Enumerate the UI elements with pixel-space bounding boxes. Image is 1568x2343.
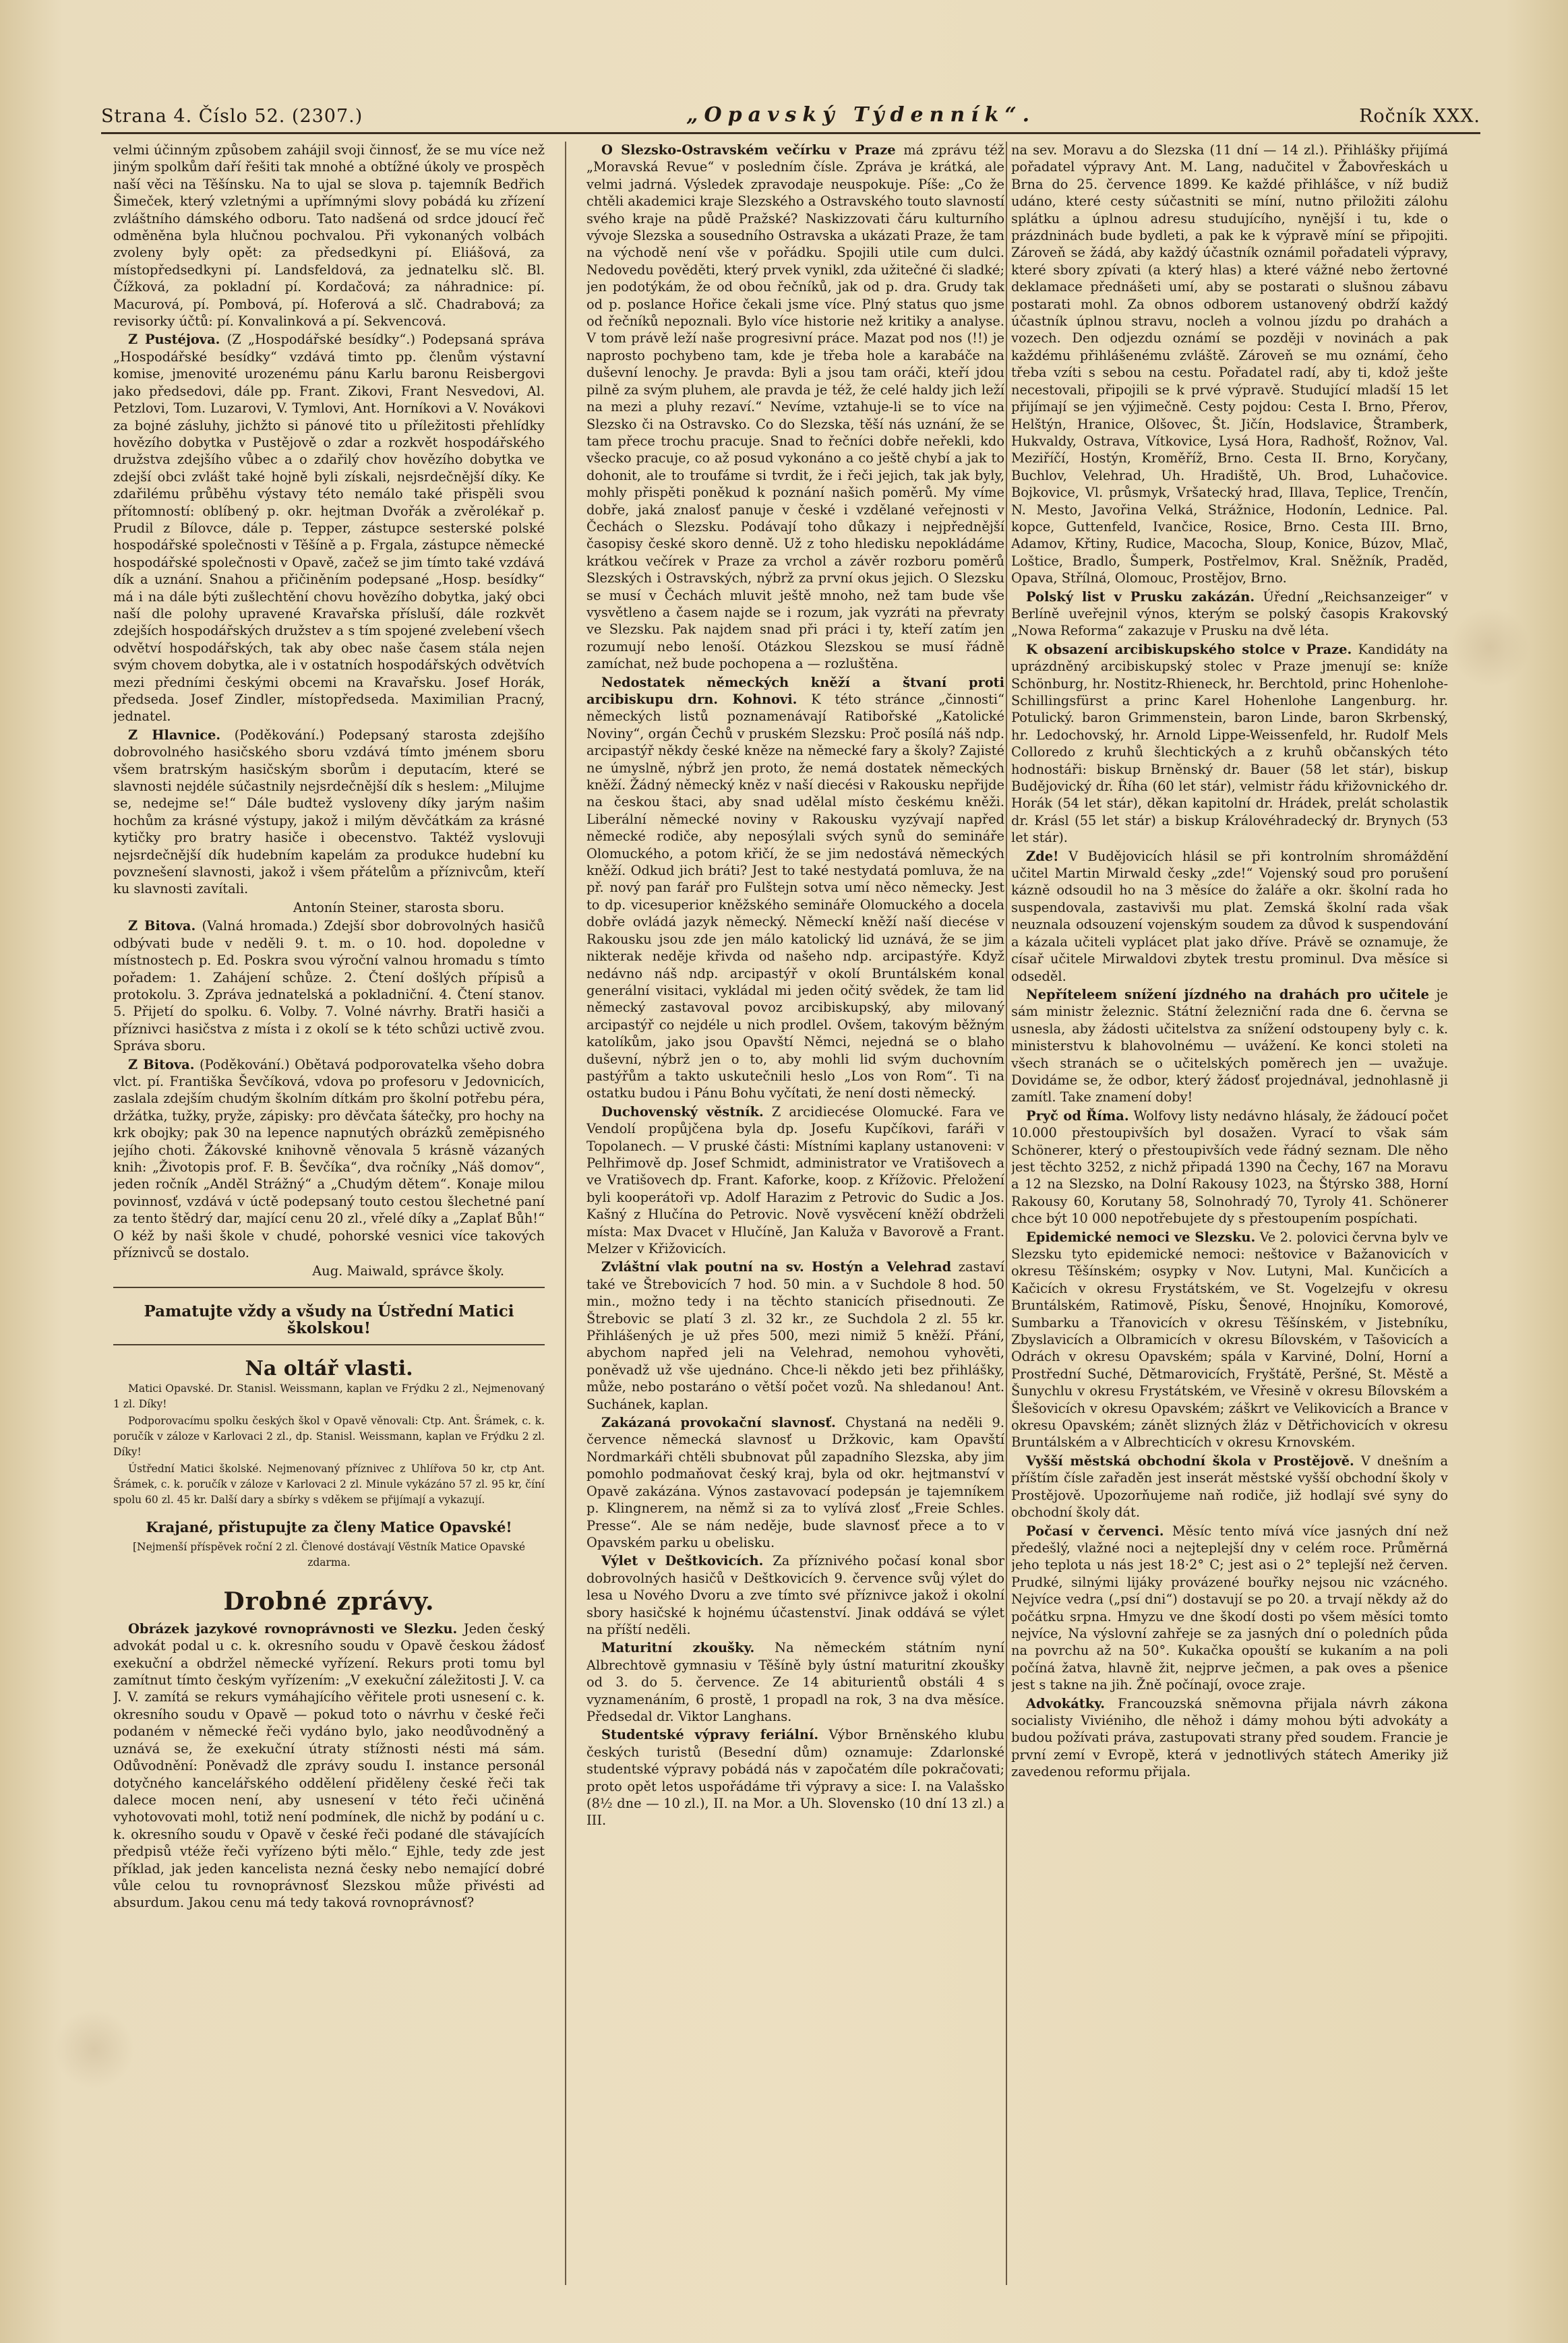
- article-paragraph: [113, 1620, 545, 1912]
- article-title: Studentské výpravy feriální.: [601, 1727, 819, 1743]
- article-text: V dnešním a příštím čísle zařaděn jest inserát městské vyšší obchodní školy v Prostějově. Upozorňujeme naň rodiče, již hodlají své syny do obchodní školy dát.: [1011, 1453, 1448, 1521]
- masthead-title: „Opavský Týdenník“.: [686, 103, 1036, 127]
- article-paragraph: [586, 1726, 1004, 1829]
- article-title: Zakázaná provokační slavnosť.: [601, 1415, 836, 1431]
- article-text: K této stránce „činnosti“ německých listů poznamenávají Ratibořské „Katolické Noviny“, orgán Čechů v pruském Slezsku: Proč posílá náš ndp. arcipastýř někdy české kněze na německé fary a školy? Zajisté ne úmyslně, nýbrž jen proto, že nemá dostatek německých kněží. Žádný německý kněz v naší diecési v Rakousku nepřijde na českou štaci, aby snad udělal místo českému kněži. Liberální německé noviny v Rakousku vyzývají napřed německé rodiče, aby neposýlali svých synů do semináře Olomuckého, a potom křičí, že se jim nedostává německých kněží. Odkud jich bráti? Jest to také nestydatá pomluva, že na př. nový pan farář pro Fulštejn sotva umí něco německy. Jest to dp. vicesuperior kněžského semináře Olomuckého a docela dobře ovládá jazyk německý. Německí kněží naší diecése v Rakousku jsou zde jen málo katolický lid uznává, že se jim nikterak neděje křivda od našeho ndp. arcipastýře. Když nedávno náš ndp. arcipastýř v okolí Bruntálském konal generální visitaci, vykládal mi jeden očitý svědek, že tam lid německý zastavoval povoz arcibiskupský, aby milovaný arcipastýř co nejdéle u nich prodlel. Ovšem, takovým běžným katolíkům, jako jsou Opavští Němci, nejedná se o blaho duševní, nýbrž jen o to, aby mohli lid svým duchovním pastýřům a takto uskutečnili heslo „Los von Rom“. Ti na ostatku budou i Pánu Bohu vyčítati, že není dosti německý.: [586, 692, 1004, 1101]
- separator-rule: [113, 1344, 545, 1345]
- article-title: Z Bitova.: [128, 1056, 195, 1072]
- article-title: K obsazení arcibiskupského stolce v Praze.: [1026, 641, 1352, 657]
- article-paragraph: [113, 727, 545, 898]
- article-title: Epidemické nemoci ve Slezsku.: [1026, 1229, 1256, 1245]
- article-title: Obrázek jazykové rovnoprávnosti ve Slezku.: [128, 1620, 458, 1637]
- article-paragraph: velmi účinným způsobem zahájil svoji činnosť, že se mu více než jiným spolkům daří řešiti tak mnohé a obtížné úkoly ve prospěch naší věci na Těšínsku. Na to ujal se slova p. tajemník Bedřich Šimeček, který vzletnými a upřímnými slovy pobádá ku zřízení zvláštního dámského odboru. Tato nadšená od srdce jdoucí řeč odměněna byla hlučnou pochvalou. Při vykonaných volbách zvoleny byly opět: za předsedkyni pí. Eliášová, za místopředsedkyni pí. Landsfeldová, za jednatelku slč. Bl. Čížková, za pokladní pí. Kordačová; za náhradnice: pí. Macurová, pí. Pombová, pí. Hoferová a slč. Chadrabová; za revisorky účtů: pí. Konvalinková a pí. Sekvencová.: [113, 142, 545, 330]
- article-paragraph: [1011, 1695, 1448, 1781]
- article-paragraph: [113, 331, 545, 725]
- article-title: Z Hlavnice.: [128, 727, 221, 743]
- article-paragraph: na sev. Moravu a do Slezska (11 dní — 14 zl.). Přihlášky přijímá pořadatel výpravy Ant. M. Lang, nadučitel v Žabovřeskách u Brna do 25. července 1899. Ke každé přihlášce, v níž budiž udáno, které cesty súčastniti se míní, nutno přiložiti zálohu splátku a úplnou adresu studujícího, nynější i tu, kde o prázdninách bude bydleti, a pak ke k výpravě míní se připojiti. Zároveň se žádá, aby každý účastník oznámil pořadateli výpravy, které sbory zpívati (a který hlas) a které vážné nebo žertovné deklamace přednášeti umí, aby se postarati o slušnou zábavu postarati mohl. Za obnos odborem ustanovený obdrží každý účastník úplnou stravu, nocleh a volnou jízdu po drahách a vozech. Den odjezdu oznámí se později v novinách a pak každému přihlášenému zvláště. Zároveň se mu oznámí, čeho třeba vzíti s sebou na cestu. Pořadatel radí, aby ti, kdož ješte necestovali, připojili se k prvé výpravě. Studující mladší 15 let přijímají se jen výjimečně. Cesty pojdou: Cesta I. Brno, Přerov, Helštýn, Hranice, Olšovec, Št. Jičín, Hodslavice, Štramberk, Hukvaldy, Ostrava, Vítkovice, Lysá Hora, Radhošť, Rožnov, Val. Meziříčí, Hostýn, Kroměříž, Brno. Cesta II. Brno, Koryčany, Buchlov, Velehrad, Uh. Hradiště, Uh. Brod, Luhačovice. Bojkovice, Vl. průsmyk, Vršatecký hrad, Illava, Teplice, Trenčín, N. Mesto, Javořina Velká, Strážnice, Hodonín, Lednice. Pal. kopce, Guttenfeld, Ivančice, Rosice, Brno. Cesta III. Brno, Adamov, Křtiny, Rudice, Macocha, Sloup, Konice, Búzov, Mlač, Loštice, Bradlo, Šumperk, Postřelmov, Kral. Sněžník, Praděd, Opava, Střílná, Olomouc, Prostějov, Brno.: [1011, 142, 1448, 586]
- article-text: zastaví také ve Štrebovicích 7 hod. 50 min. a v Suchdole 8 hod. 50 min., možno tedy i na těchto stanicích přisednouti. Ze Štrebovic se platí 3 zl. 32 kr., ze Suchdola 2 zl. 55 kr. Přihlášených je už přes 500, mezi nimiž 5 kněží. Přání, abychom napřed jeli na Velehrad, nemohou vyhověti, poněvadž už vše ujednáno. Chce-li někdo jeti bez přihlášky, může, nebo postaráno o větší počet vozů. Na shledanou! Ant. Suchánek, kaplan.: [586, 1259, 1004, 1412]
- article-paragraph: [586, 1258, 1004, 1413]
- article-text: (Poděkování.) Podepsaný starosta zdejšího dobrovolného hasičského sboru vzdává tímto jménem sboru všem bratrským hasičským sborům i deputacím, které se slavnosti nejdéle súčastnily nejsrdečnější dík s heslem: „Milujme se, nedejme se!“ Dále budtež vysloveny díky jarým našim hochům za krásné výstupy, jakož i milým děvčátkám za krásné kytičky pro bratry hasiče i obecenstvo. Taktéž vyslovuji nejsrdečnější dík hudebním kapelám za produkce hudební ku povznešení slavnosti, jakož i všem přátelům a příznivcům, kteří ku slavnosti zavítali.: [113, 727, 545, 897]
- notice-heading: Pamatujte vždy a všudy na Ústřední Matici školskou!: [144, 1302, 514, 1338]
- column-1: [113, 142, 545, 2316]
- article-title: Nepříteleem snížení jízdného na drahách pro učitele: [1026, 986, 1429, 1002]
- article-text: Francouzská sněmovna přijala návrh zákona socialisty Viviéniho, dle něhož i dámy mohou býti advokáty a budou požívati práva, zastupovati strany před soudem. Francie je první zemí v Evropě, která v jednotlivých státech Ameriky již zavedenou reformu přijala.: [1011, 1695, 1448, 1780]
- article-text: Na německém státním nyní Albrechtově gymnasiu v Těšíně byly ústní maturitní zkoušky od 3. do 5. července. Ze 14 abiturientů obstáli 4 s vyznamenáním, 6 prostě, 1 propadl na rok, 3 na dva měsíce. Předsedal dr. Viktor Langhans.: [586, 1640, 1004, 1724]
- page-header: [101, 86, 1480, 127]
- article-title: Vyšší městská obchodní škola v Prostějově.: [1026, 1453, 1354, 1469]
- article-text: Ve 2. polovici června bylv ve Slezsku tyto epidemické nemoci: neštovice v Bažanovicích v okresu Těšínském; osypky v Nov. Lutyni, Mal. Kunčicích a Kačicích v okresu Frystátském, ve St. Vogelzejfu v okresu Bruntálském, Ratimově, Písku, Šenové, Hnojníku, Komorové, Sumbarku a Třanovicích v okresu Těšínském, v Jistebníku, Zbyslavicích a Olbramicích v okresu Bílovském, v Tašovicích a Odrách v okresu Opavském; spála v Karviné, Dolní, Horní a Prostřední Suché, Dětmarovicích, Fryštátě, Peršné, St. Městě a Šunychlu v okresu Frystátském, ve Vřesině v okresu Bílovském a Šlešovicích v okresu Opavském; záškrt ve Velikovicích a Brance v okresu Opavském; zánět slizných žláz v Dětřichovicích v okresu Bruntálském a v Albrechticích v okresu Krnovském.: [1011, 1229, 1448, 1451]
- section-title: Na oltář vlasti.: [245, 1356, 413, 1380]
- paper-stain: [1449, 607, 1530, 688]
- article-paragraph: [586, 1414, 1004, 1551]
- article-text: Jeden český advokát podal u c. k. okresního soudu v Opavě českou žádosť exekuční a obdržel německé vyřízení. Rekurs proti tomu byl zamítnut tímto českým vyřízením: „V exekuční záležitosti J. V. ca J. V. zamítá se rekurs vymáhajícího věřitele proti usnesení c. k. okresního soudu v Opavě — pokud toto o návrhu v české řeči podaném v německé řeči vydáno bylo, jako neodůvodněný a uznává se, že exekuční útraty stížnosti nésti má sám. Odůvodnění: Poněvadž dle zprávy soudu I. instance personál dotyčného kancelářského oddělení přiděleny české řeči tak dalece mocen není, aby usnesení v této řeči učiněná vyhotovovati mohl, totiž není podmínek, dle nichž by podání u c. k. okresního soudu v Opavě v české řeči podané dle stávajících předpisů vtéže řeči vyřízeno býti mělo.“ Ejhle, tedy zde jest příklad, jak jeden kancelista nezná česky nebo nemající dobré vůle celou tu rovnoprávnosť Slezskou může přivésti ad absurdum. Jakou cenu má tedy taková rovnoprávnosť?: [113, 1620, 545, 1911]
- article-paragraph: [1011, 588, 1448, 640]
- article-text: (Poděkování.) Obětavá podporovatelka všeho dobra vlct. pí. Františka Ševčíková, vdova po profesoru v Jedovnicích, zaslala zdejším chudým školním dítkám pro školní potřebu péra, držátka, tužky, pryže, zápisky: pro děvčata šátečky, pro hochy na krk obojky; pak 30 na lepence napnutých obrázků zeměpisného jejího choti. Žákovské knihovně věnovala 5 krásně vázaných knih: „Životopis prof. F. B. Ševčíka“, dva ročníky „Náš domov“, jeden ročník „Anděl Strážný“ a „Chudým dětem“. Konaje milou povinnosť, vzdává v úctě podepsaný touto cestou šlechetné paní za tento štědrý dar, mající cenu 20 zl., vřelé díky a „Zaplať Bůh!“ O kéž by naši škole v chudé, pohorské vesnici více takových příznivců se dostalo.: [113, 1056, 545, 1260]
- donation-entry: Matici Opavské. Dr. Stanisl. Weissmann, kaplan ve Frýdku 2 zl., Nejmenovaný 1 zl. Díky!: [113, 1382, 545, 1411]
- article-title: Výlet v Deštkovicích.: [601, 1553, 764, 1569]
- article-title: Pryč od Říma.: [1026, 1107, 1129, 1124]
- article-text: (Z „Hospodářské besídky“.) Podepsaná správa „Hospodářské besídky“ vzdává timto pp. členům výstavní komise, jmenovité urozenému pánu Karlu baronu Reisbergovi jako předsedovi, dále pp. Frant. Zikovi, Frant Nesvedovi, Al. Petzlovi, Tom. Luzarovi, V. Tymlovi, Ant. Horníkovi a V. Novákovi za bojné zásluhy, jichžto si pánové tito u příležitosti přehlídky hovězího dobytka v Pustějově o zdar a rozkvět hospodářského družstva zdejšího vůbec a o zdařilý chov hovězího dobytka ve zdejší obci zvlášt také hojně byli získali, nejsrdečnější díky. Ke zdařilému průběhu výstavy této nemálo také přispěli svou přítomností: oblíbený p. okr. hejtman Dvořák a zvěrolékař p. Prudil z Bílovce, dále p. Tepper, zástupce sesterské polské hospodářské společnosti v Těšíně a p. Frgala, zástupce německé hospodářské společnosti v Opavě, začež se jim tímto také vzdává dík a uznání. Snahou a přičiněním podepsané „Hosp. besídky“ má i na dále býti zušlechtění chovu hovězího dobytka, jaký obci naší dle polohy upravené Kravařska přísluší, dále rozkvět zdejších hospodářských družstev a s tím spojené zvelebení všech odvětví hospodářských, tak aby obec naše časem stála nejen svým chovem dobytka, ale i v ostatních hospodářských odvětvích mezi předními českými obcemi na Kravařsku. Josef Horák, předseda. Josef Zindler, místopředseda. Maximilian Pracný, jednatel.: [113, 332, 545, 725]
- article-title: Advokátky.: [1026, 1695, 1105, 1711]
- article-paragraph: [586, 674, 1004, 1102]
- article-text: Úřední „Reichsanzeiger“ v Berlíně uveřejnil výnos, kterým se polský časopis Krakovský „Nowa Reforma“ zakazuje v Prusku na dvě léta.: [1011, 588, 1448, 639]
- article-text: Kandidáty na uprázdněný arcibiskupský stolec v Praze jmenují se: kníže Schönburg, hr. Nostitz-Rhieneck, hr. Berchtold, princ Hohenlohe-Schillingsfürst a princ Karel Hohenlohe Langenburg. hr. Potulický. baron Grimmenstein, baron Linde, baron Skrbenský, hr. Ledochovský, hr. Arnold Lippe-Weissenfeld, hr. Rudolf Mels Colloredo z kruhů šlechtických a z kruhů občanských této hodnostáři: biskup Brněnský dr. Bauer (58 let stár), biskup Budějovický dr. Říha (60 let stár), velmistr řádu křižovnického dr. Horák (54 let stár), děkan kapitolní dr. Hrádek, prelát scholastik dr. Krásl (55 let stár) a biskup Královéhradecký dr. Brynych (53 let stár).: [1011, 641, 1448, 846]
- article-paragraph: [1011, 1453, 1448, 1521]
- page-number: Strana 4. Číslo 52. (2307.): [101, 106, 363, 127]
- article-title: O Slezsko-Ostravském večírku v Praze: [601, 142, 896, 158]
- article-text: Měsíc tento mívá více jasných dní než předešlý, vlažné noci a nejteplejší dny v celém roce. Průměrná jeho teplota u nás jest 18·2° C; jest asi o 2° teplejší než červen. Prudké, silnými lijáky provázené bouřky nejsou nic vzácného. Nejvíce vedra („psí dni“) dostavují se po 20. a trvají někdy až do počátku srpna. Hmyzu ve dne škodí dosti po všem měsíci tomto nejvíce, Na výslovní zahřeje se za jasných dní o poledních půda na povrchu až na 50°. Kukačka opouští se kukaním a na poli počíná žatva, hlavně žit, nejprve ječmen, a pak oves a pšenice jest s takne na jih. Žně počínají, ovoce zraje.: [1011, 1523, 1448, 1693]
- header-rule: [101, 132, 1480, 134]
- column-3: [1011, 142, 1448, 2316]
- article-title: Z Bitova.: [128, 918, 196, 934]
- article-text: V Budějovicích hlásil se při kontrolním shromáždění učitel Martin Mirwald česky „zde!“ Vojenský soud pro porušení kázně odsoudil ho na 3 měsíce do žaláře a okr. školní rada ho suspendovala, zastavivši mu plat. Zemská školní rada však neuznala odsouzení vojenským soudem za důvod k suspendování a kázala učiteli vyplácet plat jako dříve. Právě se oznamuje, že císař učitele Mirwaldovi zbytek trestu prominul. Dva měsíce si odseděl.: [1011, 848, 1448, 984]
- article-text: Wolfovy listy nedávno hlásaly, že žádoucí počet 10.000 přestoupivších byl dosažen. Vyrací to však sám Schönerer, který o přestoupivších vede řádný seznam. Dle něho jest těchto 3252, z nichž připadá 1390 na Čechy, 167 na Moravu a 12 na Slezsko, na Dolní Rakousy 1023, na Štýrsko 388, Horní Rakousy 60, Korutany 58, Solnohradý 70, Tyroly 41. Schönerer chce být 10 000 nepotřebujete dy s přestoupením pospíchati.: [1011, 1107, 1448, 1227]
- donation-entry: Podporovacímu spolku českých škol v Opavě věnovali: Ctp. Ant. Šrámek, c. k. poručík v záloze v Karlovaci 2 zl., dp. Stanisl. Weissmann, kaplan ve Frýdku 2 zl. Díky!: [113, 1415, 545, 1459]
- volume-number: Ročník XXX.: [1359, 106, 1480, 127]
- column-divider: [1006, 142, 1007, 2285]
- article-paragraph: [586, 1103, 1004, 1258]
- article-title: Z Pustéjova.: [128, 332, 220, 348]
- article-paragraph: [1011, 1107, 1448, 1227]
- signature: Aug. Maiwald, správce školy.: [312, 1263, 504, 1279]
- article-text: Výbor Brněnského klubu českých turistů (Besední dům) oznamuje: Zdarlonské studentské výpravy pobádá nás v započatém díle pokračovati; proto opět letos uspořádáme tři výpravy a sice: I. na Valašsko (8½ dne — 10 zl.), II. na Mor. a Uh. Slovensko (10 dní 13 zl.) a III.: [586, 1727, 1004, 1829]
- appeal-heading: Krajané, přistupujte za členy Matice Opavské!: [146, 1519, 512, 1536]
- article-paragraph: [1011, 1523, 1448, 1694]
- article-paragraph: [1011, 641, 1448, 847]
- article-paragraph: [1011, 986, 1448, 1106]
- article-text: je sám ministr železnic. Státní železniční rada dne 6. června se usnesla, aby žádosti učitelstva za snížení odstoupeny byly c. k. ministerstvu k blahovolnému — uvážení. Ke konci stoleti na všech stranách se o učitelských poměrech jen — uvažuje. Dovidáme se, že odbor, který žádosť projednával, jednohlasně ji zamítl. Take znamení doby!: [1011, 986, 1448, 1105]
- article-text: Chystaná na neděli 9. července německá slavnosť u Držkovic, kam Opavští Nordmarkáři chtěli sbubnovat půl zapadního Slezska, aby jim pomohlo podmaňovat český kraj, byla od okr. hejtmanství v Opavě zakázána. Výnos zastavovací podepsán je tajemníkem p. Klingnerem, na němž si za to vylívá zlosť „Freie Schles. Presse“. Ale se nám neděje, bude slavnosť přece a to v Opavském parku u obelisku.: [586, 1415, 1004, 1550]
- section-title: Drobné zprávy.: [223, 1587, 435, 1616]
- column-divider: [565, 142, 566, 2285]
- article-title: Počasí v červenci.: [1026, 1523, 1164, 1539]
- article-title: Zvláštní vlak poutní na sv. Hostýn a Velehrad: [601, 1259, 952, 1275]
- article-text: má zprávu též „Moravská Revue“ v posledním čísle. Zpráva je krátká, ale velmi jadrná. Výsledek zpravodaje neuspokuje. Píše: „Co že chtěli akademici kraje Slezského a Ostravského touto slavností svého kraje na půdě Pražské? Naskizzovati čáru kulturního vývoje Slezska a sousedního Ostravska a ukázati Praze, že tam na východě není vše v pořádku. Spojili utile cum dulci. Nedovedu pověděti, který prvek vynikl, zda užitečné či sladké; jen podotýkám, že od obou řečníků, jak od p. dra. Grudy tak od p. poslance Hořice čekali jsme více. Plný status quo jsme od řečníků nepoznali. Bylo více historie než kritiky a analyse. V tom právě leží naše progresivní práce. Mazat pod nos (!!) je naprosto pochybeno tam, kde je třeba hole a karabáče na duševní lenochy. Je pravda: Byli a jsou tam oráči, kteří jdou pilně za svým pluhem, ale pravda je též, že celé haldy jich leží na mezi a pluhy rezaví.“ Nevíme, vztahuje-li se to více na Slezsko či na Ostravsko. Co do Slezska, těší nás uznání, že se tam přece trochu pracuje. Snad to řečníci dobře neřekli, kdo všecko pracuje, co až posud vykonáno a co ještě chybí a jak to dohonit, ale to troufáme si tvrdit, že i řeči jejich, tak jak byly, mohly přispěti poněkud k poznání našich poměrů. My víme dobře, jaká znalosť panuje v české i vzdělané veřejnosti v Čechách o Slezsku. Podávají toho důkazy i nejpřednější časopisy české skoro denně. Už z toho hledisku nepokládáme krátkou večírek v Praze za vrchol a závěr rozboru poměrů Slezských i Ostravských, nýbrž za první okus jejich. O Slezsku se musí v Čechách mluvit ještě mnoho, než tam bude vše vysvětleno a časem najde se i rozum, jak vyzráti na převraty ve Slezsku. Pak najdem snad při práci i ty, kteří zatím jen rozumují nebo lenoší. Otázkou Slezskou se musí řádně zamíchat, než bude pochopena a — rozluštěna.: [586, 142, 1004, 672]
- article-text: Za příznivého počasí konal sbor dobrovolných hasičů v Deštkovicích 9. července svůj výlet do lesa u Nového Dvoru a zve tímto své příznivce jakož i okolní sbory hasičské k hojnému účastenství. Jinak oddává se výlet na příští neděli.: [586, 1553, 1004, 1637]
- article-text: (Valná hromada.) Zdejší sbor dobrovolných hasičů odbývati bude v neděli 9. t. m. o 10. hod. dopoledne v místnostech p. Ed. Poskra svou výroční valnou hromadu s tímto pořadem: 1. Zahájení schůze. 2. Čtení došlých přípisů a protokolu. 3. Zpráva jednatelská a pokladniční. 4. Čtení stanov. 5. Přijetí do spolku. 6. Volby. 7. Volné návrhy. Bratři hasiči a příznivci hasičstva z místa i z okolí se k této schůzi uctivě zvou. Správa sboru.: [113, 918, 545, 1054]
- article-title: Duchovenský věstník.: [601, 1103, 764, 1120]
- article-title: Maturitní zkoušky.: [601, 1640, 755, 1656]
- article-text: Z arcidiecése Olomucké. Fara ve Vendolí propůjčena byla dp. Josefu Kupčíkovi, faráři v Topolanech. — V pruské části: Místními kaplany ustanoveni: v Pelhřimově dp. Josef Schmidt, administrator ve Vratišovech a ve Vratišovech dp. Frant. Kaforke, koop. z Křížovic. Přeložení byli kooperátoři vp. Adolf Harazim z Petrovic do Sudic a Jos. Kašný z Hlučína do Petrovic. Nově vysvěcení kněží obdrželi místa: Max Dvacet v Hlučíně, Jan Kaluža v Bavorově a Frant. Melzer v Křižovicích.: [586, 1103, 1004, 1256]
- signature: Antonín Steiner, starosta sboru.: [293, 899, 504, 915]
- article-paragraph: [113, 917, 545, 1054]
- separator-rule: [113, 1287, 545, 1288]
- article-paragraph: [586, 142, 1004, 673]
- column-2: [586, 142, 1004, 2316]
- article-title: Nedostatek německých kněží a štvaní proti arcibiskupu drn. Kohnovi.: [586, 674, 1004, 707]
- article-paragraph: [1011, 848, 1448, 985]
- article-paragraph: [113, 1056, 545, 1262]
- donation-entry: Ústřední Matici školské. Nejmenovaný příznivec z Uhlířova 50 kr, ctp Ant. Šrámek, c. k. poručík v záloze v Karlovaci 2 zl. Minule vykázáno 57 zl. 95 kr, číní spolu 60 zl. 45 kr. Další dary a sbírky s vděkem se přijímají a vykazují.: [113, 1463, 545, 1507]
- article-title: Polský list v Prusku zakázán.: [1026, 588, 1255, 605]
- article-paragraph: [586, 1552, 1004, 1638]
- article-paragraph: [1011, 1229, 1448, 1451]
- appeal-subtext: [Nejmenší příspěvek roční 2 zl. Členové dostávají Věstník Matice Opavské zdarma.: [132, 1541, 526, 1569]
- article-paragraph: [586, 1639, 1004, 1725]
- article-title: Zde!: [1026, 848, 1059, 864]
